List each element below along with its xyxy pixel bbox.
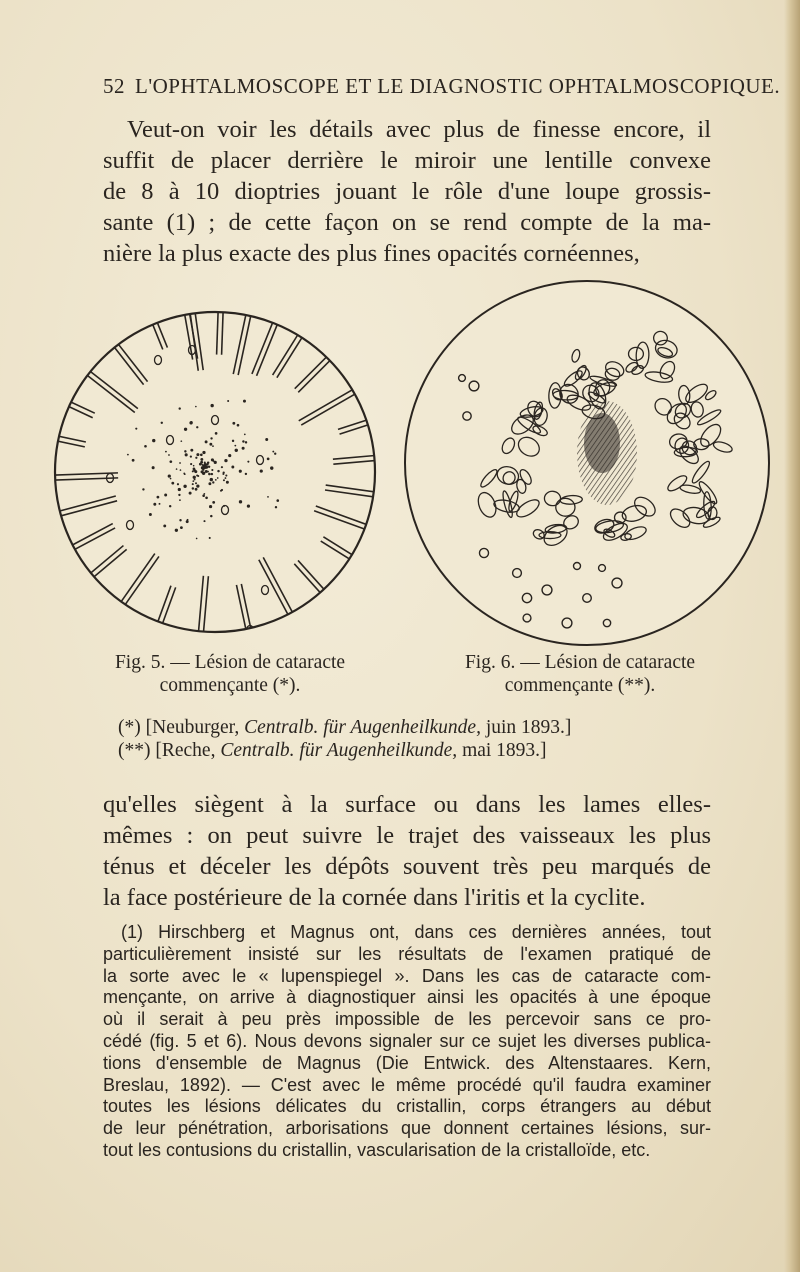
- text-line: Veut-on voir les détails avec plus de finesse encore, il: [127, 116, 711, 143]
- text-line: suffit de placer derrière le miroir une lentille convexe: [103, 147, 711, 174]
- reference-mark: (*) [Neuburger,: [118, 717, 240, 738]
- page-edge: [784, 0, 800, 1272]
- paragraph-1: [103, 114, 711, 269]
- footnote-line: Breslau, 1892). — C'est avec le même procédé qu'il faudra examiner: [103, 1074, 711, 1095]
- text-line: nière la plus exacte des plus fines opacités cornéennes,: [103, 240, 640, 267]
- footnote-line: particulièrement insisté sur les résultats de l'examen pratiqué de: [103, 943, 711, 964]
- text-line: qu'elles siègent à la surface ou dans les lames elles-: [103, 791, 711, 818]
- footnote-line: toutes les lésions délicates du cristallin, corps étrangers au début: [103, 1096, 711, 1117]
- reference-1: [118, 716, 678, 739]
- caption-line: Fig. 6. — Lésion de cataracte: [464, 652, 696, 673]
- paragraph-2: [103, 789, 711, 913]
- caption-line: commençante (**).: [504, 675, 656, 696]
- reference-date: juin 1893.]: [485, 717, 572, 738]
- text-line: mêmes : on peut suivre le trajet des vaisseaux les plus: [103, 822, 711, 849]
- footnote: [103, 922, 711, 1162]
- text-line: sante (1) ; de cette façon on se rend compte de la ma-: [103, 209, 711, 236]
- caption-line: commençante (*).: [159, 675, 301, 696]
- running-header: [103, 74, 781, 99]
- footnote-line: tout les contusions du cristallin, vascularisation de la cristalloïde, etc.: [103, 1139, 651, 1160]
- figure-5-illustration: [50, 300, 380, 645]
- caption-line: Fig. 5. — Lésion de cataracte: [114, 652, 346, 673]
- footnote-line: cédé (fig. 5 et 6). Nous devons signaler sur ce sujet les diverses publica-: [103, 1030, 711, 1051]
- running-title: L'OPHTALMOSCOPE ET LE DIAGNOSTIC OPHTALMOSCOPIQUE.: [135, 74, 781, 98]
- reference-date: mai 1893.]: [462, 740, 547, 761]
- figure-6-illustration: [402, 278, 772, 648]
- footnote-line: (1) Hirschberg et Magnus ont, dans ces dernières années, tout: [121, 922, 711, 942]
- footnote-line: la sorte avec le « lupenspiegel ». Dans les cas de cataracte com-: [103, 965, 711, 986]
- footnote-line: mençante, on arrive à diagnostiquer ainsi les opacités à une époque: [103, 987, 711, 1008]
- figure-6-caption: [430, 651, 730, 697]
- page-number: 52: [103, 74, 125, 98]
- footnote-line: tions d'ensemble de Magnus (Die Entwick. des Altenstaares. Kern,: [103, 1052, 711, 1073]
- reference-mark: (**) [Reche,: [118, 740, 216, 761]
- figure-references: [118, 716, 678, 762]
- text-line: de 8 à 10 dioptries jouant le rôle d'une loupe grossis-: [103, 178, 711, 205]
- footnote-line: de leur pénétration, arborisations que donnent certaines lésions, sur-: [103, 1118, 711, 1139]
- reference-2: [118, 739, 678, 762]
- text-line: la face postérieure de la cornée dans l'iritis et la cyclite.: [103, 884, 646, 911]
- text-line: ténus et déceler les dépôts souvent très peu marqués de: [103, 853, 711, 880]
- reference-journal: Centralb. für Augenheilkunde,: [244, 717, 481, 738]
- footnote-line: où il serait à peu près impossible de les percevoir sans ce pro-: [103, 1009, 711, 1030]
- figure-5-caption: [80, 651, 380, 697]
- reference-journal: Centralb. für Augenheilkunde,: [220, 740, 458, 761]
